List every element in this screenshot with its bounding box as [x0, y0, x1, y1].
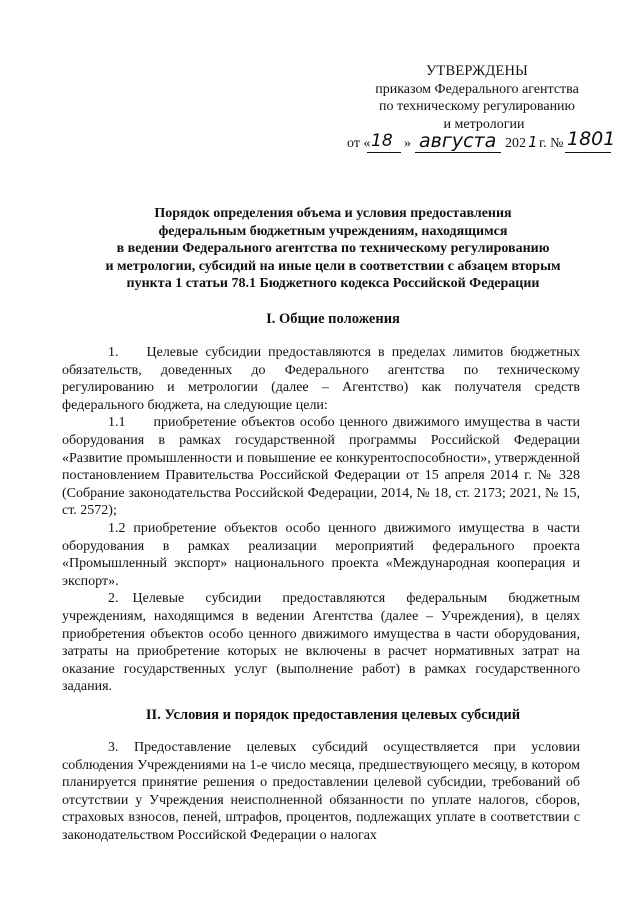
paragraph: 3. Предоставление целевых субсидий осуществляется при условии соблюдения Учреждениями на 1-е число месяца, предшествующего месяцу, в котором планируется принятие решения о предоставлении целевой субсидии, требований об отсутствии у Учреждения неисполненной обязанности по уплате налогов, сборов, страховых взносов, пеней, штрафов, процентов, подлежащих уплате в соответствии с законодательством Российской Федерации о налогах — [62, 740, 580, 843]
approval-line: и метрологии — [443, 116, 525, 132]
paragraph: 1. Целевые субсидии предоставляются в пределах лимитов бюджетных обязательств, доведенных до Федерального агентства по техническому регулированию и метрологии (далее – Агентство) как получателя средств федерального бюджета, на следующие цели: — [62, 345, 580, 413]
order-prefix: от « — [347, 136, 371, 151]
order-number-handwritten: 1801 — [567, 128, 616, 150]
document-title — [80, 205, 586, 293]
title-line: и метрологии, субсидий на иные цели в соответствии с абзацем вторым — [105, 258, 561, 274]
section-heading-2: II. Условия и порядок предоставления целевых субсидий — [145, 707, 521, 723]
order-mid: » — [404, 136, 411, 151]
order-year-print: 202 — [505, 136, 526, 151]
paragraph: 1.1 приобретение объектов особо ценного движимого имущества в части оборудования в рамках государственной программы Российской Федерации «Развитие промышленности и повышение ее конкурентоспособности», утвержденной постановлением Правительства Российской Федерации от 15 апреля 2014 г. № 328 (Собрание законодательства Российской Федерации, 2014, № 18, ст. 2173; 2021, № 15, ст. 2572); — [62, 415, 580, 519]
section-1-body — [62, 344, 580, 696]
day-underline — [367, 152, 401, 153]
title-line: в ведении Федерального агентства по техническому регулированию — [116, 241, 550, 256]
approval-line: приказом Федерального агентства — [375, 81, 579, 97]
approval-title: УТВЕРЖДЕНЫ — [425, 63, 529, 79]
order-date-number-line — [347, 128, 617, 157]
title-line: федеральным бюджетным учреждениям, находящимся — [158, 223, 508, 239]
number-underline — [565, 152, 611, 153]
section-2-body — [62, 739, 580, 845]
paragraph: 2. Целевые субсидии предоставляются федеральным бюджетным учреждениям, находящимся в ведении Агентства (далее – Учреждения), в целях приобретения объектов особо ценного движимого имущества в части оборудования, затраты на приобретение которых не включены в расчет нормативных затрат на оказание государственных услуг (выполнение работ) в рамках государственного задания. — [62, 591, 580, 695]
paragraph: 1.2 приобретение объектов особо ценного движимого имущества в части оборудования в рамках реализации мероприятий федерального проекта «Промышленный экспорт» национального проекта «Международная кооперация и экспорт». — [62, 520, 580, 589]
approval-block — [352, 63, 602, 133]
order-suffix: г. № — [539, 136, 564, 151]
section-heading-1: I. Общие положения — [266, 311, 400, 327]
order-month-handwritten: августа — [419, 130, 497, 152]
approval-line: по техническому регулированию — [378, 99, 576, 114]
order-year-handwritten: 1 — [528, 133, 538, 151]
title-line: пункта 1 статьи 78.1 Бюджетного кодекса Российской Федерации — [126, 276, 540, 291]
order-day-handwritten: 18 — [371, 131, 393, 151]
month-underline — [415, 152, 501, 153]
title-line: Порядок определения объема и условия предоставления — [154, 206, 512, 221]
